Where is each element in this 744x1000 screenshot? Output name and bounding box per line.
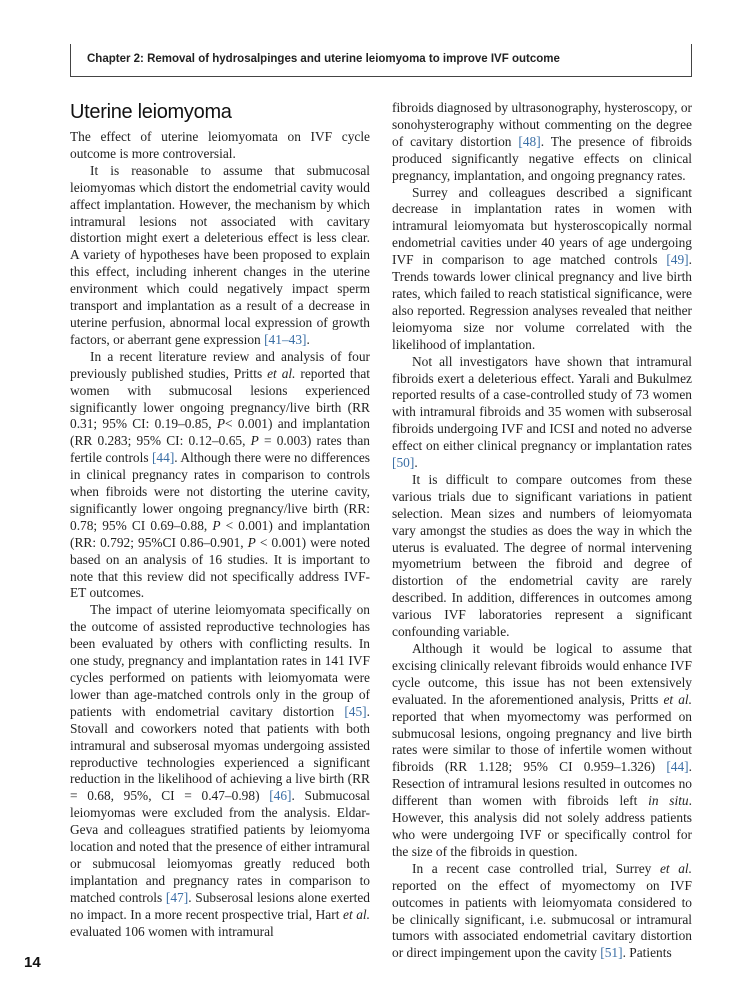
right-column	[392, 100, 692, 962]
chapter-header	[70, 44, 692, 77]
paragraph: In a recent literature review and analysis of four previously published studies, Pritts et al. reported that women with submucosal lesions experienced significantly lower ongoing pregnancy/live birth (RR 0.31; 95% CI: 0.19–0.85, P< 0.001) and implantation (RR 0.283; 95% CI: 0.12–0.65, P = 0.003) rates than fertile controls [44]. Although there were no differences in clinical pregnancy rates in comparison to controls when fibroids were not distorting the uterine cavity, significantly lower ongoing pregnancy/live birth (RR: 0.78; 95% CI 0.69–0.88, P < 0.001) and implantation (RR: 0.792; 95%CI 0.86–0.901, P < 0.001) were noted based on an analysis of 16 studies. It is important to note that this review did not specifically address IVF-ET outcomes.	[70, 348, 370, 601]
paragraph: It is reasonable to assume that submucosal leiomyomas which distort the endometrial cavity would affect implantation. However, the mechanism by which intramural lesions not associated with cavitary distortion might exert a deleterious effect is less clear. A variety of hypotheses have been proposed to explain this effect, including inherent changes in the uterine environment which could negatively impact sperm transport and implantation as a result of a decrease in uterine perfusion, abnormal local expression of growth factors, or aberrant gene expression [41–43].	[70, 162, 370, 347]
citation-link[interactable]: [45]	[344, 703, 367, 719]
paragraph: The impact of uterine leiomyomata specifically on the outcome of assisted reproductive technologies has been evaluated by others with conflicting results. In one study, pregnancy and implantation rates in 141 IVF cycles performed on patients with leiomyomata were lower than age-matched controls only in the group of patients with endometrial cavitary distortion [45]. Stovall and coworkers noted that patients with both intramural and subserosal myomas undergoing assisted reproductive technologies experienced a significant reduction in the likelihood of achieving a live birth (RR = 0.68, 95%, CI = 0.47–0.98) [46]. Submucosal leiomyomas were excluded from the analysis. Eldar-Geva and colleagues stratified patients by leiomyoma location and noted that the presence of either intramural or submucosal leiomyomas greatly reduced both implantation and pregnancy rates in comparison to matched controls [47]. Subserosal lesions alone exerted no impact. In a more recent prospective trial, Hart et al. evaluated 106 women with intramural	[70, 602, 370, 939]
chapter-title: Chapter 2: Removal of hydrosalpinges and uterine leiomyoma to improve IVF outcome	[87, 53, 560, 65]
citation-link[interactable]: [51]	[600, 945, 623, 961]
citation-link[interactable]: [44]	[151, 450, 175, 466]
paragraph: In a recent case controlled trial, Surrey et al. reported on the effect of myomectomy on IVF outcomes in patients with leiomyomata considered to be clinically significant, i.e. submucosal or intramural tumors with associated endometrial cavitary distortion or direct impingement upon the cavity [51]. Patients	[392, 860, 692, 961]
citation-link[interactable]: [47]	[165, 889, 189, 905]
paragraph: Not all investigators have shown that intramural fibroids exert a deleterious effect. Yarali and Bukulmez reported results of a case-controlled study of 73 women with intramural fibroids and 35 women with subserosal fibroids undergoing IVF and ICSI and noted no adverse effect on either clinical pregnancy or implantation rates [50].	[392, 353, 692, 471]
citation-link[interactable]: [41–43]	[264, 331, 307, 347]
paragraph: It is difficult to compare outcomes from these various trials due to significant variations in patient selection. Mean sizes and numbers of leiomyomata vary amongst the studies as does the way in which the uterus is evaluated. The degree of normal intervening myometrium between the fibroid and degree of distortion of the endometrial cavity are rarely described. In addition, differences in outcomes among various IVF laboratories represent a significant confounding variable.	[392, 471, 692, 640]
left-column	[70, 100, 370, 941]
citation-link[interactable]: [48]	[518, 133, 541, 149]
paragraph: fibroids diagnosed by ultrasonography, hysteroscopy, or sonohysterography without commenting on the degree of cavitary distortion [48]. The presence of fibroids produced significantly negative effects on clinical pregnancy, implantation, and ongoing pregnancy rates.	[392, 100, 692, 183]
section-title: Uterine leiomyoma	[70, 101, 232, 123]
paragraph: Surrey and colleagues described a significant decrease in implantation rates in women with intramural leiomyomata but hysteroscopically normal endometrial cavities under 40 years of age undergoing IVF in comparison to age matched controls [49]. Trends towards lower clinical pregnancy and live birth rates, which failed to reach statistical significance, were also reported. Regression analyses revealed that neither leiomyoma size nor volume correlated with the likelihood of implantation.	[392, 184, 692, 352]
citation-link[interactable]: [46]	[269, 788, 292, 804]
citation-link[interactable]: [50]	[392, 455, 415, 471]
paragraph: The effect of uterine leiomyomata on IVF cycle outcome is more controversial.	[70, 129, 370, 161]
paragraph: Although it would be logical to assume that excising clinically relevant fibroids would enhance IVF cycle outcome, this issue has not been extensively evaluated. In the aforementioned analysis, Pritts et al. reported that when myomectomy was performed on submucosal lesions, ongoing pregnancy and live birth rates were similar to those of infertile women without fibroids (RR 1.128; 95% CI 0.959–1.326) [44]. Resection of intramural lesions resulted in outcomes no different than women with fibroids left in situ. However, this analysis did not solely address patients who were undergoing IVF or specifically control for the size of the fibroids in question.	[392, 641, 692, 859]
page-number: 14	[24, 954, 41, 971]
citation-link[interactable]: [44]	[666, 759, 689, 775]
citation-link[interactable]: [49]	[666, 252, 689, 268]
